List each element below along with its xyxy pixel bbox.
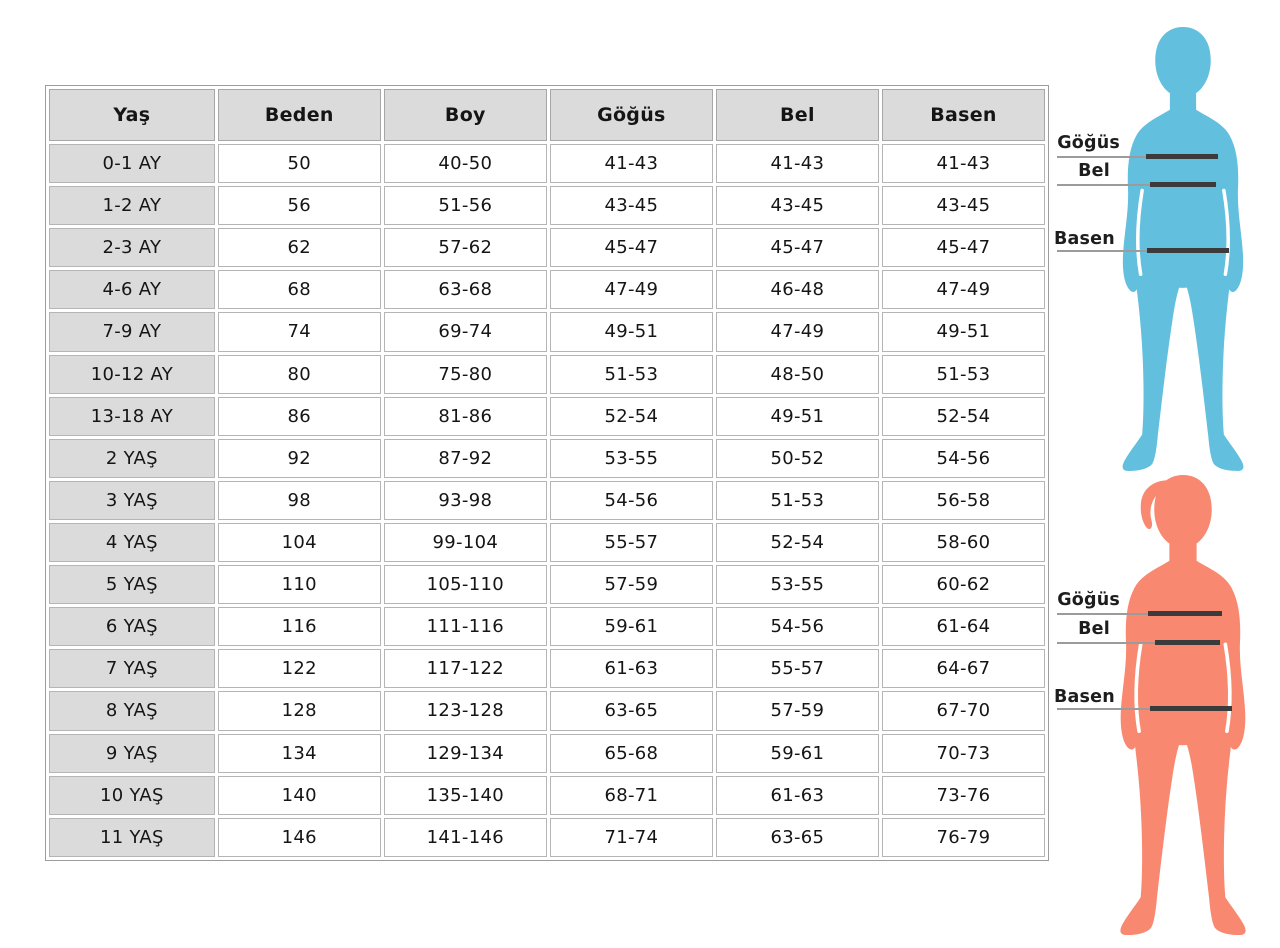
table-row [49, 565, 1045, 604]
age-cell: 9 YAŞ [49, 734, 215, 773]
waist-cell: 48-50 [716, 355, 879, 394]
hip-cell: 41-43 [882, 144, 1045, 183]
chest-cell: 71-74 [550, 818, 713, 857]
hip-cell: 76-79 [882, 818, 1045, 857]
table-header-row [49, 89, 1045, 141]
age-cell: 10 YAŞ [49, 776, 215, 815]
height-cell: 75-80 [384, 355, 547, 394]
table-row [49, 397, 1045, 436]
size-cell: 122 [218, 649, 381, 688]
table-row [49, 818, 1045, 857]
hip-cell: 52-54 [882, 397, 1045, 436]
size-cell: 104 [218, 523, 381, 562]
height-cell: 123-128 [384, 691, 547, 730]
size-cell: 98 [218, 481, 381, 520]
height-cell: 40-50 [384, 144, 547, 183]
table-row [49, 270, 1045, 309]
waist-cell: 59-61 [716, 734, 879, 773]
hip-cell: 54-56 [882, 439, 1045, 478]
height-cell: 135-140 [384, 776, 547, 815]
size-cell: 116 [218, 607, 381, 646]
chest-label-bottom: Göğüs [1057, 590, 1120, 610]
age-cell: 10-12 AY [49, 355, 215, 394]
column-header-chest: Göğüs [550, 89, 713, 141]
age-cell: 2-3 AY [49, 228, 215, 267]
hip-cell: 67-70 [882, 691, 1045, 730]
age-cell: 13-18 AY [49, 397, 215, 436]
table-row [49, 607, 1045, 646]
age-cell: 0-1 AY [49, 144, 215, 183]
age-cell: 2 YAŞ [49, 439, 215, 478]
size-table-body [49, 144, 1045, 857]
chest-cell: 51-53 [550, 355, 713, 394]
table-row [49, 691, 1045, 730]
waist-cell: 61-63 [716, 776, 879, 815]
chest-cell: 41-43 [550, 144, 713, 183]
waist-cell: 52-54 [716, 523, 879, 562]
table-row [49, 481, 1045, 520]
table-row [49, 523, 1045, 562]
height-cell: 69-74 [384, 312, 547, 351]
hip-cell: 47-49 [882, 270, 1045, 309]
age-cell: 4 YAŞ [49, 523, 215, 562]
table-row [49, 355, 1045, 394]
waist-cell: 41-43 [716, 144, 879, 183]
height-cell: 99-104 [384, 523, 547, 562]
hip-cell: 64-67 [882, 649, 1045, 688]
age-cell: 3 YAŞ [49, 481, 215, 520]
size-cell: 74 [218, 312, 381, 351]
table-row [49, 734, 1045, 773]
height-cell: 141-146 [384, 818, 547, 857]
age-cell: 11 YAŞ [49, 818, 215, 857]
column-header-hip: Basen [882, 89, 1045, 141]
hip-cell: 56-58 [882, 481, 1045, 520]
age-cell: 1-2 AY [49, 186, 215, 225]
hip-cell: 60-62 [882, 565, 1045, 604]
hip-measure-line-top [1057, 248, 1229, 254]
height-cell: 93-98 [384, 481, 547, 520]
size-cell: 86 [218, 397, 381, 436]
waist-cell: 50-52 [716, 439, 879, 478]
height-cell: 57-62 [384, 228, 547, 267]
waist-measure-line-bottom [1057, 640, 1220, 646]
chest-cell: 65-68 [550, 734, 713, 773]
chest-cell: 57-59 [550, 565, 713, 604]
size-cell: 128 [218, 691, 381, 730]
height-cell: 117-122 [384, 649, 547, 688]
waist-cell: 54-56 [716, 607, 879, 646]
waist-cell: 46-48 [716, 270, 879, 309]
table-row [49, 439, 1045, 478]
hip-cell: 45-47 [882, 228, 1045, 267]
hip-label-bottom: Basen [1054, 687, 1115, 707]
age-cell: 6 YAŞ [49, 607, 215, 646]
hip-cell: 51-53 [882, 355, 1045, 394]
size-cell: 56 [218, 186, 381, 225]
chest-cell: 52-54 [550, 397, 713, 436]
height-cell: 63-68 [384, 270, 547, 309]
hip-cell: 43-45 [882, 186, 1045, 225]
chest-cell: 49-51 [550, 312, 713, 351]
hip-cell: 49-51 [882, 312, 1045, 351]
hip-measure-line-bottom [1057, 706, 1232, 712]
hip-label-top: Basen [1054, 229, 1115, 249]
chest-cell: 68-71 [550, 776, 713, 815]
column-header-age: Yaş [49, 89, 215, 141]
size-cell: 146 [218, 818, 381, 857]
chest-cell: 63-65 [550, 691, 713, 730]
size-cell: 68 [218, 270, 381, 309]
waist-cell: 45-47 [716, 228, 879, 267]
chest-cell: 59-61 [550, 607, 713, 646]
waist-label-bottom: Bel [1078, 619, 1110, 639]
chest-cell: 55-57 [550, 523, 713, 562]
age-cell: 5 YAŞ [49, 565, 215, 604]
column-header-waist: Bel [716, 89, 879, 141]
table-row [49, 228, 1045, 267]
waist-label-top: Bel [1078, 161, 1110, 181]
hip-cell: 70-73 [882, 734, 1045, 773]
size-cell: 50 [218, 144, 381, 183]
size-cell: 140 [218, 776, 381, 815]
chest-measure-line-top [1057, 154, 1218, 160]
hip-cell: 73-76 [882, 776, 1045, 815]
table-row [49, 144, 1045, 183]
height-cell: 87-92 [384, 439, 547, 478]
waist-measure-line-top [1057, 182, 1216, 188]
height-cell: 51-56 [384, 186, 547, 225]
height-cell: 81-86 [384, 397, 547, 436]
size-table [45, 85, 1049, 861]
chest-cell: 54-56 [550, 481, 713, 520]
height-cell: 111-116 [384, 607, 547, 646]
hip-cell: 58-60 [882, 523, 1045, 562]
chest-cell: 45-47 [550, 228, 713, 267]
chest-cell: 47-49 [550, 270, 713, 309]
size-table-container [45, 85, 1049, 861]
chest-cell: 61-63 [550, 649, 713, 688]
table-row [49, 186, 1045, 225]
age-cell: 8 YAŞ [49, 691, 215, 730]
size-cell: 62 [218, 228, 381, 267]
size-cell: 92 [218, 439, 381, 478]
waist-cell: 47-49 [716, 312, 879, 351]
table-row [49, 649, 1045, 688]
girl-silhouette-pink [1114, 470, 1252, 938]
size-cell: 80 [218, 355, 381, 394]
waist-cell: 55-57 [716, 649, 879, 688]
waist-cell: 49-51 [716, 397, 879, 436]
table-row [49, 776, 1045, 815]
column-header-height: Boy [384, 89, 547, 141]
size-cell: 110 [218, 565, 381, 604]
waist-cell: 63-65 [716, 818, 879, 857]
height-cell: 129-134 [384, 734, 547, 773]
age-cell: 7 YAŞ [49, 649, 215, 688]
age-cell: 7-9 AY [49, 312, 215, 351]
waist-cell: 53-55 [716, 565, 879, 604]
hip-cell: 61-64 [882, 607, 1045, 646]
table-row [49, 312, 1045, 351]
age-cell: 4-6 AY [49, 270, 215, 309]
height-cell: 105-110 [384, 565, 547, 604]
chest-label-top: Göğüs [1057, 133, 1120, 153]
size-cell: 134 [218, 734, 381, 773]
column-header-size: Beden [218, 89, 381, 141]
chest-measure-line-bottom [1057, 611, 1222, 617]
waist-cell: 51-53 [716, 481, 879, 520]
chest-cell: 53-55 [550, 439, 713, 478]
chest-cell: 43-45 [550, 186, 713, 225]
waist-cell: 43-45 [716, 186, 879, 225]
waist-cell: 57-59 [716, 691, 879, 730]
